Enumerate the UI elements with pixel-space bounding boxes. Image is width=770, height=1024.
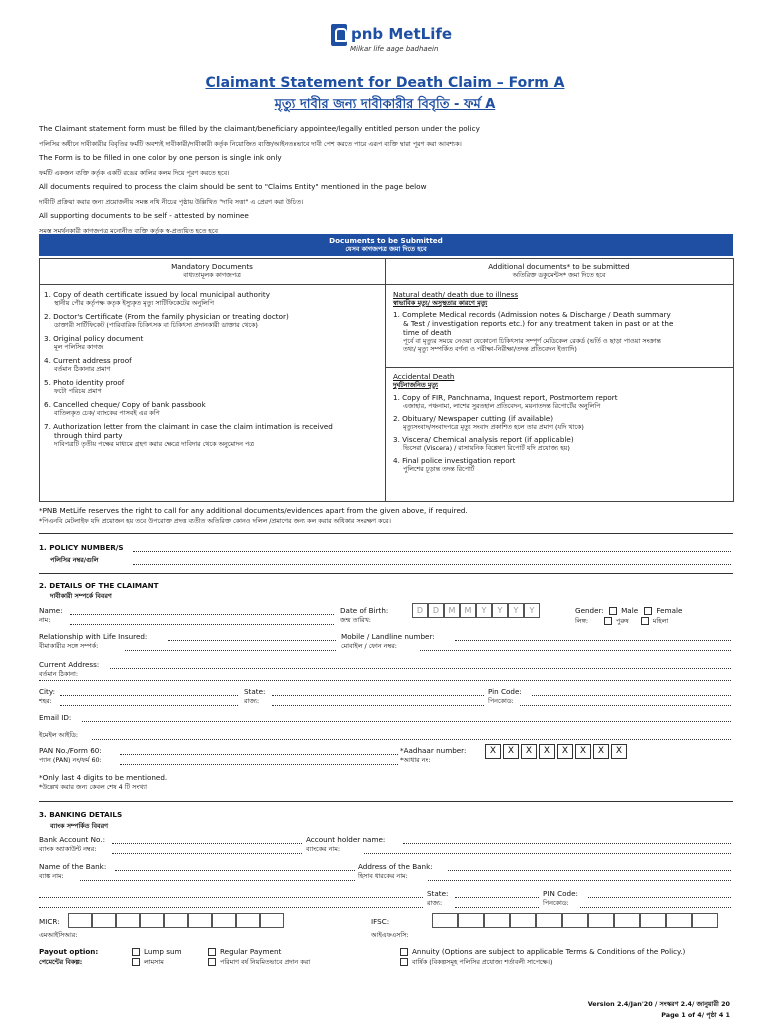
footer <box>588 1000 730 1019</box>
account-holder-label-bn: ব্যাংকের নাম: <box>306 845 340 853</box>
female-checkbox-bn[interactable] <box>641 617 649 625</box>
lump-sum-checkbox-bn[interactable] <box>132 958 140 966</box>
pnb-metlife-logo-icon <box>331 24 347 46</box>
aadhaar-box[interactable]: X <box>557 744 573 759</box>
bank-pin-label-bn: পিনকোড: <box>543 899 569 907</box>
policy-number-label-bn: পলিসির নম্বর/গুলি <box>50 556 99 564</box>
intro-line: The Claimant statement form must be filled by the claimant/beneficiary appointee/legally entitled person under the policy <box>39 124 480 133</box>
mandatory-header-bn: বাধ্যতামূলক কাগজপত্র <box>183 271 241 279</box>
pin-field-2[interactable] <box>520 705 731 706</box>
intro-line: দাবীটি প্রক্রিয়া করার জন্য প্রয়োজনীয় সমস্ত নথি নীচের পৃষ্ঠায় উল্লিখিত "দাবি সত্তা" এ প্রেরণ করা উচিত। <box>39 197 304 206</box>
intro-block <box>39 122 739 238</box>
pin-label-bn: পিনকোড: <box>488 697 514 705</box>
brand-name: pnb MetLife <box>351 25 453 43</box>
account-number-field-2[interactable] <box>112 853 302 854</box>
aadhaar-box[interactable]: X <box>611 744 627 759</box>
bank-state-field-2[interactable] <box>455 907 539 908</box>
list-item: 3. Original policy document মূল পলিসির কাগজ <box>44 334 144 351</box>
annuity-option-bn[interactable]: বার্ষিক (বিকল্পসমূহ পলিসির প্রযোজ্য শর্তাবলী সাপেক্ষে।) <box>400 958 552 966</box>
reservation-note: *PNB MetLife reserves the right to call for any additional documents/evidences apart from the given above, if required. <box>39 506 468 515</box>
dob-box[interactable]: Y <box>524 603 540 618</box>
aadhaar-label-bn: *আধার নং: <box>400 756 431 764</box>
list-item: 2. Obituary/ Newspaper cutting (if available) মৃত্যুসংবাদ/সংবাদপত্রে মৃত্যু সংবাদ প্রকাশিত হলে তার প্রমাণ (যদি থাকে) <box>393 414 584 431</box>
policy-number-field-2[interactable] <box>133 564 731 565</box>
mobile-field-2[interactable] <box>420 650 731 651</box>
lump-sum-checkbox[interactable] <box>132 948 140 956</box>
bank-address-field[interactable] <box>448 870 731 871</box>
lump-sum-option-bn[interactable]: লামসাম <box>132 958 164 966</box>
male-checkbox-bn[interactable] <box>604 617 612 625</box>
additional-header-bn: অতিরিক্ত ডকুমেন্টস* জমা দিতে হবে <box>512 271 606 279</box>
section-rule <box>386 367 733 368</box>
section-divider <box>39 573 733 574</box>
ifsc-input[interactable] <box>432 913 718 928</box>
reservation-note-bn: *পিএনবি মেটলাইফ যদি প্রয়োজন হয় তবে উপরোক্ত প্রদত্ত ব্যতীত অতিরিক্ত কোনও দলিল /প্রমাণের জন্য কল করার অধিকার সংরক্ষণ করে। <box>39 517 391 525</box>
dob-box[interactable]: Y <box>508 603 524 618</box>
ifsc-box[interactable] <box>640 913 666 928</box>
male-checkbox[interactable] <box>609 607 617 615</box>
aadhaar-box[interactable]: X <box>521 744 537 759</box>
claimant-section-title: 2. DETAILS OF THE CLAIMANT <box>39 581 159 590</box>
name-field-2[interactable] <box>70 624 334 625</box>
list-item: 1. Copy of FIR, Panchnama, Inquest report, Postmortem report এজাহার, পঞ্চনামা, লাশের সুরতহাল প্রতিবেদন, ময়নাতদন্ত রিপোর্টের অনুলিপি <box>393 393 618 410</box>
bank-state-field[interactable] <box>455 897 539 898</box>
table-divider <box>385 258 386 502</box>
list-item: 4. Current address proof বর্তমান ঠিকানার প্রমাণ <box>44 356 132 373</box>
regular-payment-checkbox[interactable] <box>208 948 216 956</box>
ifsc-box[interactable] <box>510 913 536 928</box>
bank-name-field-2[interactable] <box>80 880 355 881</box>
dob-box[interactable]: M <box>460 603 476 618</box>
email-label-bn: ইমেইল আইডি: <box>39 731 79 739</box>
intro-line: All supporting documents to be self - attested by nominee <box>39 211 249 220</box>
mandatory-header <box>39 262 385 279</box>
table-header-rule <box>39 284 734 285</box>
intro-line: All documents required to process the claim should be sent to "Claims Entity" mentioned in the page below <box>39 182 427 191</box>
micr-label: MICR: <box>39 917 60 926</box>
state-field[interactable] <box>272 695 484 696</box>
bank-pin-field[interactable] <box>588 897 731 898</box>
bank-name-label: Name of the Bank: <box>39 862 107 871</box>
aadhaar-box[interactable]: X <box>485 744 501 759</box>
list-item: 1. Complete Medical records (Admission notes & Discharge / Death summary & Test / investigation reports etc.) for any treatment taken in past or at the time of death পূর্বে বা মৃত্যুর সময়ে নেওয়া যেকোনো চিকিৎসার সম্পূর্ণ মেডিকেল রেকর্ড (ভর্তি ও ছাড়া পাওয়া সংক্রান্ত তথ্য/ মৃত্যু সম্পর্কিত বর্ণনা ও পরীক্ষা-নিরীক্ষা/তদন্ত প্রতিবেদন ইত্যাদি) <box>393 310 674 353</box>
gender-label: Gender: Male Female <box>575 606 683 615</box>
micr-box[interactable] <box>116 913 140 928</box>
state-label-bn: রাজ্য: <box>244 697 260 705</box>
ifsc-box[interactable] <box>458 913 484 928</box>
documents-header-en: Documents to be Submitted <box>329 236 443 245</box>
dob-box[interactable]: M <box>444 603 460 618</box>
bank-pin-field-2[interactable] <box>580 907 731 908</box>
section-divider <box>39 533 733 534</box>
dob-label-bn: জন্ম তারিখ: <box>340 616 371 624</box>
micr-box[interactable] <box>236 913 260 928</box>
aadhaar-box[interactable]: X <box>539 744 555 759</box>
email-label: Email ID: <box>39 713 72 722</box>
page-number: Page 1 of 4/ পৃষ্ঠা 4 1 <box>661 1011 730 1019</box>
micr-box[interactable] <box>140 913 164 928</box>
intro-line: সমস্ত সমর্থনকারী কাগজপত্র মনোনীত ব্যক্তি কর্তৃক স্ব-প্রত্যয়িত হতে হবে <box>39 226 218 235</box>
regular-payment-option-bn[interactable]: পরিমাণ বর্ষ নিয়মিতভাবে প্রদান করা <box>208 958 310 966</box>
mandatory-header-en: Mandatory Documents <box>171 262 253 271</box>
address-field[interactable] <box>110 668 731 669</box>
bank-address-label: Address of the Bank: <box>358 862 433 871</box>
payout-label-bn: পেমেন্টের বিকল্প: <box>39 958 83 966</box>
aadhaar-input[interactable] <box>485 744 629 759</box>
list-item: 5. Photo identity proof ফটো পরিচয় প্রমাণ <box>44 378 125 395</box>
relationship-field[interactable] <box>168 640 336 641</box>
dob-label: Date of Birth: <box>340 606 389 615</box>
dob-box[interactable]: Y <box>476 603 492 618</box>
bank-address-line[interactable] <box>39 897 423 898</box>
ifsc-box[interactable] <box>614 913 640 928</box>
micr-box[interactable] <box>92 913 116 928</box>
account-holder-field[interactable] <box>403 843 731 844</box>
bank-address-label-bn: হিসাব ধারকের নাম: <box>358 872 408 880</box>
address-label-bn: বর্তমান ঠিকানা: <box>39 670 78 678</box>
account-number-label-bn: ব্যাংক অ্যাকাউন্ট নম্বর: <box>39 845 97 853</box>
city-label: City: <box>39 687 55 696</box>
account-number-label: Bank Account No.: <box>39 835 105 844</box>
banking-section-title: 3. BANKING DETAILS <box>39 810 123 819</box>
name-field[interactable] <box>70 614 334 615</box>
aadhaar-box[interactable]: X <box>575 744 591 759</box>
mobile-field[interactable] <box>455 640 731 641</box>
relationship-label: Relationship with Life Insured: <box>39 632 148 641</box>
bank-state-label: State: <box>427 889 449 898</box>
name-label-bn: নাম: <box>39 616 51 624</box>
version-text: Version 2.4/Jan'20 / সংস্করণ 2.4/ জানুয়ারী 20 <box>587 1000 730 1008</box>
micr-box[interactable] <box>188 913 212 928</box>
dob-box[interactable]: D <box>428 603 444 618</box>
documents-header-bar <box>39 234 733 256</box>
pan-field-2[interactable] <box>120 764 398 765</box>
accident-heading-bn: দুর্ঘটনাজনিত মৃত্যু <box>393 381 439 389</box>
dob-input[interactable] <box>412 603 540 618</box>
annuity-checkbox[interactable] <box>400 948 408 956</box>
brand-tagline: Milkar life aage badhaein <box>350 45 439 53</box>
additional-header <box>386 262 732 279</box>
policy-number-label: 1. POLICY NUMBER/S <box>39 543 124 552</box>
pan-label-bn: প্যান (PAN) নং/ফর্ম 60: <box>39 756 102 764</box>
list-item: 7. Authorization letter from the claimant in case the claim intimation is received through third party দাবিপত্রটি তৃতীয় পক্ষের মাধ্যমে গ্রহণ করার ক্ষেত্রে দাবিদার থেকে অনুমোদন পত্র <box>44 422 333 448</box>
list-item: 2. Doctor's Certificate (From the family physician or treating doctor) ডাক্তারী সার্টিফিকেট (পারিবারিক চিকিৎসক বা চিকিৎসা প্রদানকারী ডাক্তার থেকে) <box>44 312 289 329</box>
ifsc-box[interactable] <box>432 913 458 928</box>
natural-death-heading: Natural death/ death due to illness <box>393 290 519 299</box>
intro-line: The Form is to be filled in one color by one person is single ink only <box>39 153 282 162</box>
list-item: 1. Copy of death certificate issued by local municipal authority স্থানীয় পৌর কর্তৃপক্ষ কতৃক ইস্যুকৃত মৃত্যু সার্টিফিকেটের অনুলিপি <box>44 290 270 307</box>
aadhaar-label: *Aadhaar number: <box>400 746 467 755</box>
intro-line: ফর্মটি একজন ব্যক্তি কর্তৃক একটি রঙের কালির কলম দিয়ে পূরণ করতে হবে। <box>39 168 230 177</box>
ifsc-box[interactable] <box>536 913 562 928</box>
micr-box[interactable] <box>260 913 284 928</box>
ifsc-box[interactable] <box>666 913 692 928</box>
mobile-label-bn: মোবাইল / ফোন নম্বর: <box>341 642 397 650</box>
gender-label-bn: লিঙ্গ: পুরুষ মহিলা <box>575 617 669 625</box>
account-number-field[interactable] <box>112 843 302 844</box>
ifsc-box[interactable] <box>562 913 588 928</box>
ifsc-box[interactable] <box>588 913 614 928</box>
list-item: 3. Viscera/ Chemical analysis report (if applicable) ভিসেরা (Viscera) / রাসায়নিক বিশ্লেষণ রিপোর্ট যদি প্রযোজ্য হয়) <box>393 435 574 452</box>
pan-label: PAN No./Form 60: <box>39 746 102 755</box>
bank-name-label-bn: ব্যাঙ্ক নাম: <box>39 872 64 880</box>
account-holder-field-2[interactable] <box>364 853 731 854</box>
ifsc-box[interactable] <box>484 913 510 928</box>
accident-list <box>393 372 731 473</box>
micr-box[interactable] <box>212 913 236 928</box>
relationship-field-2[interactable] <box>125 650 336 651</box>
documents-header-bn: যেসব কাগজপত্র জমা দিতে হবে <box>345 245 427 253</box>
pin-field[interactable] <box>532 695 731 696</box>
ifsc-box[interactable] <box>692 913 718 928</box>
natural-death-heading-bn: স্বাভাবিক মৃত্যু/ অসুস্থতার কারণে মৃত্যু <box>393 299 488 307</box>
ifsc-label: IFSC: <box>371 917 390 926</box>
state-field-2[interactable] <box>272 705 484 706</box>
form-title-bn: মৃত্যু দাবীর জন্য দাবীকারীর বিবৃতি - ফর্ম A <box>274 97 496 112</box>
section-divider <box>39 801 733 802</box>
relationship-label-bn: বীমাকারীর সঙ্গে সম্পর্ক: <box>39 642 99 650</box>
micr-box[interactable] <box>164 913 188 928</box>
address-field-2[interactable] <box>39 680 731 681</box>
list-item: 6. Cancelled cheque/ Copy of bank passbook বাতিলকৃত চেক/ ব্যাংকের পাসবই এর কপি <box>44 400 206 417</box>
policy-number-field[interactable] <box>133 551 731 552</box>
banking-section-title-bn: ব্যাংক সম্পর্কিত বিবরণ <box>50 822 108 830</box>
dob-box[interactable]: D <box>412 603 428 618</box>
bank-state-label-bn: রাজ্য: <box>427 899 443 907</box>
email-field[interactable] <box>82 721 731 722</box>
city-label-bn: শহর: <box>39 697 52 705</box>
form-title-en: Claimant Statement for Death Claim – Form A <box>205 75 565 91</box>
female-checkbox[interactable] <box>644 607 652 615</box>
pin-label: Pin Code: <box>488 687 522 696</box>
regular-payment-option[interactable]: Regular Payment <box>208 947 281 956</box>
ifsc-label-bn: আইএফএসসি: <box>371 931 409 939</box>
bank-pin-label: PIN Code: <box>543 889 578 898</box>
aadhaar-box[interactable]: X <box>593 744 609 759</box>
claimant-section-title-bn: দাবীকারী সম্পর্কে বিবরণ <box>50 592 112 600</box>
name-label: Name: <box>39 606 63 615</box>
regular-payment-checkbox-bn[interactable] <box>208 958 216 966</box>
micr-input[interactable] <box>68 913 284 928</box>
mandatory-list <box>44 290 384 448</box>
city-field-2[interactable] <box>60 705 238 706</box>
city-field[interactable] <box>60 695 238 696</box>
bank-name-field[interactable] <box>115 870 355 871</box>
state-label: State: <box>244 687 266 696</box>
mobile-label: Mobile / Landline number: <box>341 632 435 641</box>
dob-box[interactable]: Y <box>492 603 508 618</box>
lump-sum-option[interactable]: Lump sum <box>132 947 182 956</box>
micr-box[interactable] <box>68 913 92 928</box>
annuity-checkbox-bn[interactable] <box>400 958 408 966</box>
aadhaar-box[interactable]: X <box>503 744 519 759</box>
payout-label: Payout option: <box>39 947 99 956</box>
address-label: Current Address: <box>39 660 100 669</box>
aadhaar-note-bn: *উল্লেখ করার জন্য কেবল শেষ 4 টি সংখ্যা <box>39 783 147 791</box>
micr-label-bn: এমআইসিআর: <box>39 931 78 939</box>
bank-address-field-2[interactable] <box>428 880 731 881</box>
annuity-option[interactable]: Annuity (Options are subject to applicable Terms & Conditions of the Policy.) <box>400 947 685 956</box>
additional-header-en: Additional documents* to be submitted <box>488 262 630 271</box>
accident-heading: Accidental Death <box>393 372 455 381</box>
email-field-2[interactable] <box>92 739 731 740</box>
intro-line: পলিসির অধীনে দাবীকারীর বিবৃতির ফর্মটি অবশ্যই দাবীকারী/দাবীকারী কর্তৃক নিয়োজিত ব্যক্তি/আইনতঃভাবে দাবী পেশ করতে পারে এরূপ ব্যক্তি দ্বারা পূরণ করা আবশ্যক। <box>39 139 462 148</box>
list-item: 4. Final police investigation report পুলিশের চূড়ান্ত তদন্ত রিপোর্ট <box>393 456 516 473</box>
pan-field[interactable] <box>120 754 398 755</box>
aadhaar-note: *Only last 4 digits to be mentioned. <box>39 773 168 782</box>
additional-list <box>393 290 731 353</box>
account-holder-label: Account holder name: <box>306 835 386 844</box>
bank-address-line-2[interactable] <box>39 907 423 908</box>
